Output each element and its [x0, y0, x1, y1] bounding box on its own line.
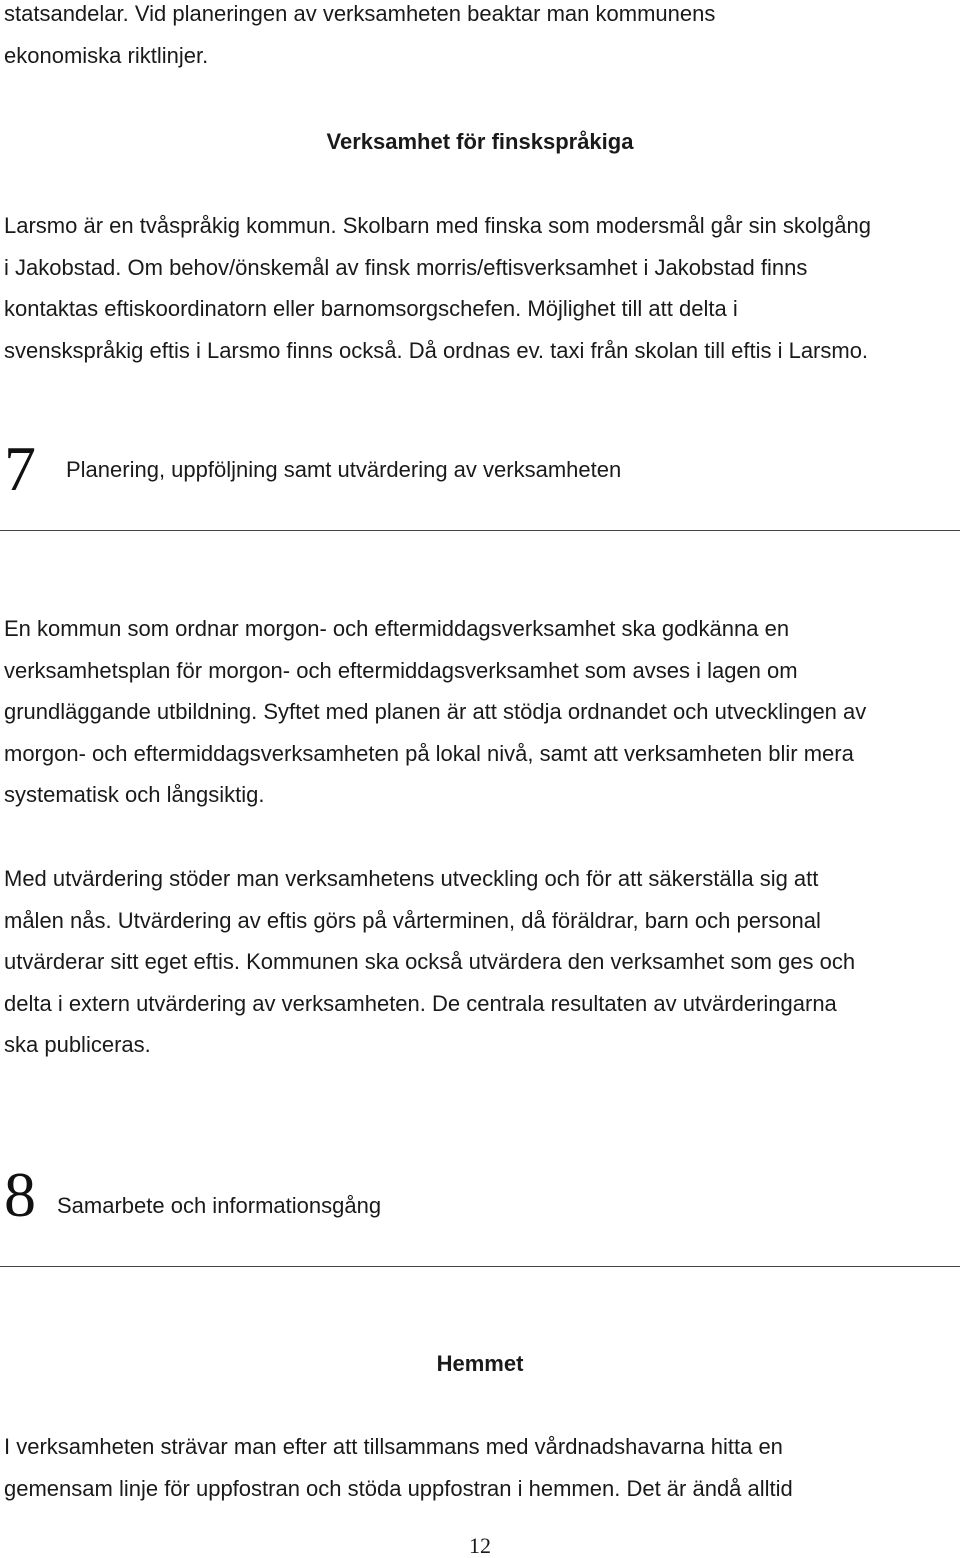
section-7-divider [0, 530, 960, 531]
section-8-divider [0, 1266, 960, 1267]
home-paragraph: I verksamheten strävar man efter att tillsammans med vårdnadshavarna hitta en gemensam linje för uppfostran och stöda uppfostran i hemmen. Det är ändå alltid [4, 1434, 793, 1501]
home-subheading: Hemmet [436, 1351, 524, 1376]
section-7-paragraph-1: En kommun som ordnar morgon- och eftermiddagsverksamhet ska godkänna en verksamhetsplan för morgon- och eftermiddagsverksamhet som avses i lagen om grundläggande utbildning. Syftet med planen är att stödja ordnandet och utvecklingen av morgon- och eftermiddagsverksamheten på lokal nivå, samt att verksamheten blir mera systematisk och långsiktig. [4, 616, 867, 808]
page-number: 12 [469, 1533, 491, 1558]
section-8-number: 8 [4, 1159, 36, 1230]
section-7-paragraph-2: Med utvärdering stöder man verksamhetens utveckling och för att säkerställa sig att målen nås. Utvärdering av eftis görs på vårterminen, då föräldrar, barn och personal utvärderar sitt eget eftis. Kommunen ska också utvärdera den verksamhet som ges och delta i extern utvärdering av verksamheten. De centrala resultaten av utvärderingarna ska publiceras. [4, 866, 856, 1058]
section-8-title: Samarbete och informationsgång [57, 1193, 382, 1218]
section-7-title: Planering, uppföljning samt utvärdering av verksamheten [66, 457, 622, 482]
intro-paragraph: statsandelar. Vid planeringen av verksamheten beaktar man kommunens ekonomiska riktlinjer. [4, 1, 716, 68]
finnish-activity-heading: Verksamhet för finskspråkiga [326, 129, 634, 154]
finnish-activity-paragraph: Larsmo är en tvåspråkig kommun. Skolbarn med finska som modersmål går sin skolgång i Jakobstad. Om behov/önskemål av finsk morris/eftisverksamhet i Jakobstad finns kontaktas eftiskoordinatorn eller barnomsorgschefen. Möjlighet till att delta i svenskspråkig eftis i Larsmo finns också. Då ordnas ev. taxi från skolan till eftis i Larsmo. [4, 213, 871, 363]
section-7-number: 7 [4, 433, 36, 504]
